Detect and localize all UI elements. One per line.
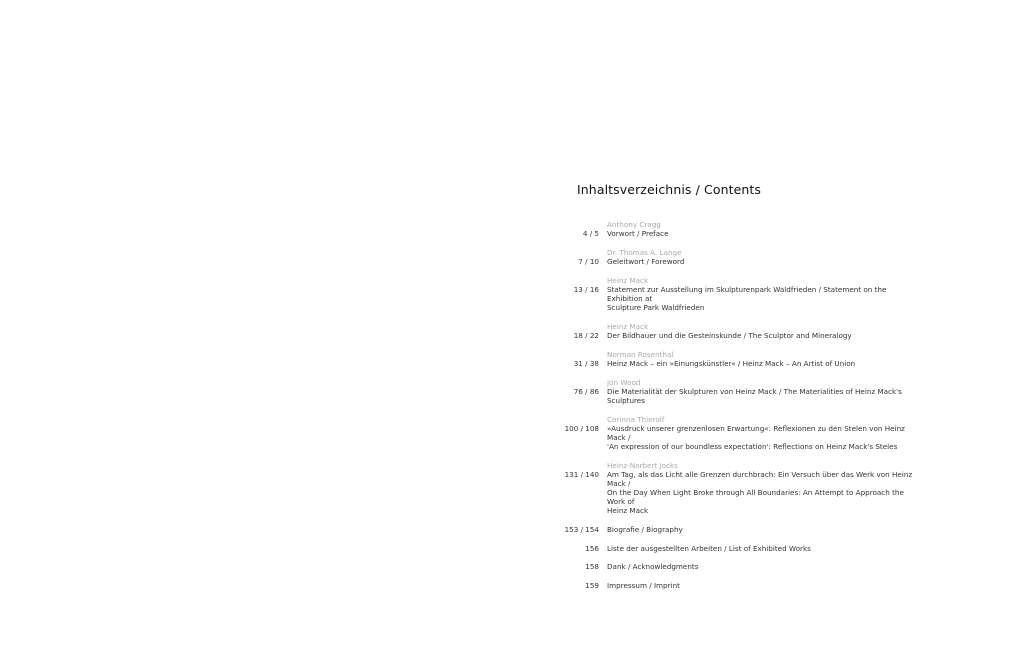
entry-title: Impressum / Imprint <box>607 580 680 590</box>
entry-title-continued: On the Day When Light Broke through All Boundaries: An Attempt to Approach the Work of <box>607 488 904 506</box>
entry-title: Vorwort / Preface <box>607 229 669 238</box>
entry-author: Heinz Mack <box>607 322 649 331</box>
entry-pages: 76 / 86 <box>573 387 599 396</box>
entry-pages: 100 / 108 <box>564 424 599 433</box>
entry-pages: 7 / 10 <box>578 257 599 266</box>
entry-author: Heinz-Norbert Jocks <box>607 461 678 470</box>
entry-title: Statement zur Ausstellung im Skulpturenpark Waldfrieden / Statement on the Exhibition at <box>607 285 887 303</box>
entry-title: Geleitwort / Foreword <box>607 257 685 266</box>
entry-author: Corinna Thierolf <box>607 415 665 424</box>
toc-entry-acknowledgments[interactable] <box>560 562 920 571</box>
entry-pages: 156 <box>585 543 599 553</box>
entry-title: Am Tag, als das Licht alle Grenzen durchbrach: Ein Versuch über das Werk von Heinz Mack / <box>607 470 913 488</box>
entry-title: Der Bildhauer und die Gesteinskunde / The Sculptor and Mineralogy <box>607 331 852 340</box>
toc-entry[interactable] <box>560 322 920 340</box>
entry-title-continued: 'An expression of our boundless expectation': Reflections on Heinz Mack's Steles <box>607 442 898 451</box>
entry-pages: 131 / 140 <box>564 470 599 479</box>
entry-pages: 4 / 5 <box>582 229 599 238</box>
page-title: Inhaltsverzeichnis / Contents <box>577 182 762 197</box>
table-of-contents <box>560 220 920 599</box>
entry-title-continued: Heinz Mack <box>607 506 649 515</box>
entry-author: Dr. Thomas A. Lange <box>607 248 682 257</box>
entry-title: Liste der ausgestellten Arbeiten / List of Exhibited Works <box>607 543 811 553</box>
entry-title: Heinz Mack – ein »Einungskünstler« / Heinz Mack – An Artist of Union <box>607 359 856 368</box>
entry-title-continued: Sculpture Park Waldfrieden <box>607 303 705 312</box>
entry-pages: 18 / 22 <box>573 331 599 340</box>
entry-author: Jon Wood <box>607 378 641 387</box>
toc-entry-imprint[interactable] <box>560 581 920 590</box>
toc-entry-biography[interactable] <box>560 525 920 534</box>
toc-entry[interactable] <box>560 378 920 405</box>
toc-entry-exhibited-works[interactable] <box>560 544 920 553</box>
entry-author: Anthony Cragg <box>607 220 661 229</box>
entry-author: Norman Rosenthal <box>607 350 674 359</box>
entry-title: Dank / Acknowledgments <box>607 562 699 571</box>
entry-pages: 159 <box>585 580 599 590</box>
entry-pages: 153 / 154 <box>564 525 599 534</box>
toc-entry[interactable] <box>560 461 920 515</box>
entry-pages: 13 / 16 <box>573 285 599 294</box>
entry-pages: 158 <box>585 562 599 571</box>
toc-entry[interactable] <box>560 220 920 238</box>
entry-title: »Ausdruck unserer grenzenlosen Erwartung«: Reflexionen zu den Stelen von Heinz Mack / <box>607 424 905 442</box>
toc-entry[interactable] <box>560 350 920 368</box>
entry-title: Die Materialität der Skulpturen von Heinz Mack / The Materialities of Heinz Mack's Sculptures <box>607 387 902 405</box>
toc-entry[interactable] <box>560 415 920 451</box>
entry-pages: 31 / 38 <box>573 359 599 368</box>
toc-entry[interactable] <box>560 276 920 312</box>
entry-author: Heinz Mack <box>607 276 649 285</box>
entry-title: Biografie / Biography <box>607 525 683 534</box>
toc-entry[interactable] <box>560 248 920 266</box>
